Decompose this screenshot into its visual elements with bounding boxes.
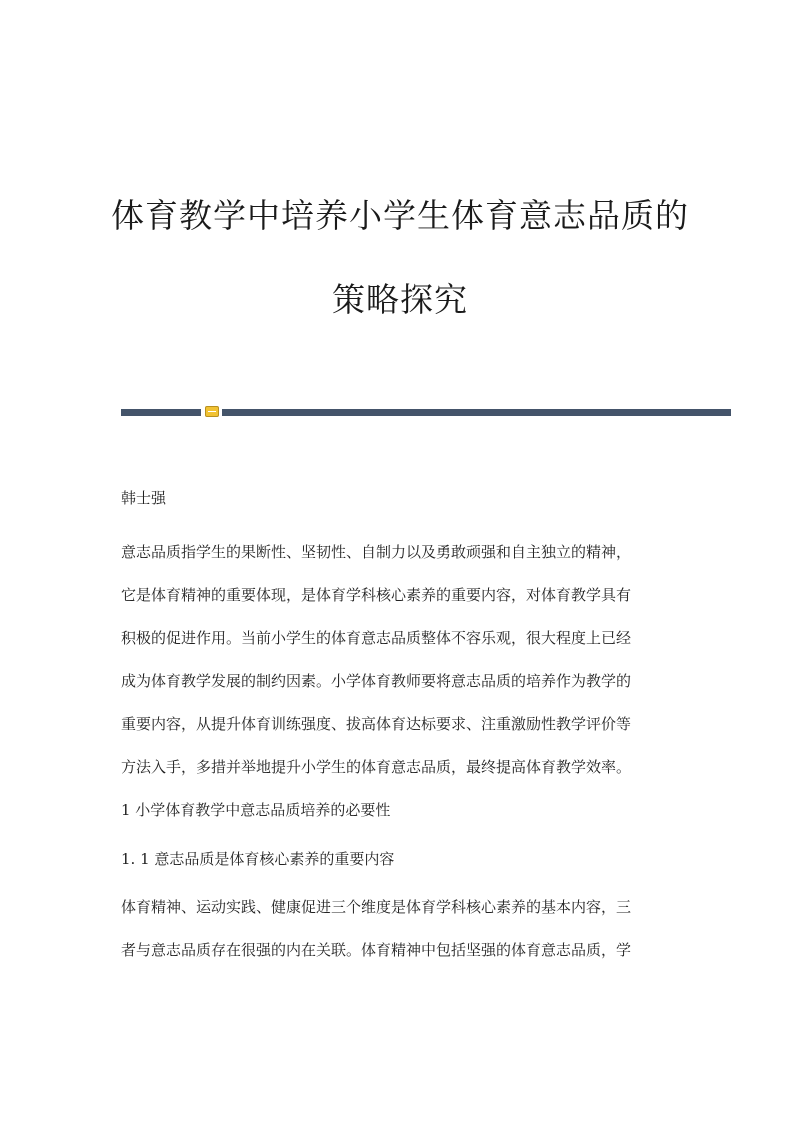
abstract-line: 成为体育教学发展的制约因素。小学体育教师要将意志品质的培养作为教学的 (121, 672, 632, 690)
abstract-line: 它是体育精神的重要体现，是体育学科核心素养的重要内容，对体育教学具有 (121, 586, 632, 604)
body-line: 体育精神、运动实践、健康促进三个维度是体育学科核心素养的基本内容，三 (121, 898, 632, 916)
subsection-heading: 1. 1 意志品质是体育核心素养的重要内容 (121, 850, 395, 868)
title-divider-left (121, 409, 201, 416)
title-divider-right (222, 409, 731, 416)
section-heading: 1 小学体育教学中意志品质培养的必要性 (121, 801, 391, 819)
body-line: 者与意志品质存在很强的内在关联。体育精神中包括坚强的体育意志品质，学 (121, 941, 632, 959)
abstract-line: 方法入手，多措并举地提升小学生的体育意志品质，最终提高体育教学效率。 (121, 758, 632, 776)
abstract-line: 重要内容，从提升体育训练强度、拔高体育达标要求、注重激励性教学评价等 (121, 715, 632, 733)
title-line-2: 策略探究 (332, 280, 468, 319)
abstract-line: 意志品质指学生的果断性、坚韧性、自制力以及勇敢顽强和自主独立的精神， (121, 543, 632, 561)
author-name: 韩士强 (121, 489, 167, 507)
abstract-line: 积极的促进作用。当前小学生的体育意志品质整体不容乐观，很大程度上已经 (121, 629, 632, 647)
document-icon (205, 406, 219, 417)
title-line-1: 体育教学中培养小学生体育意志品质的 (111, 196, 689, 235)
